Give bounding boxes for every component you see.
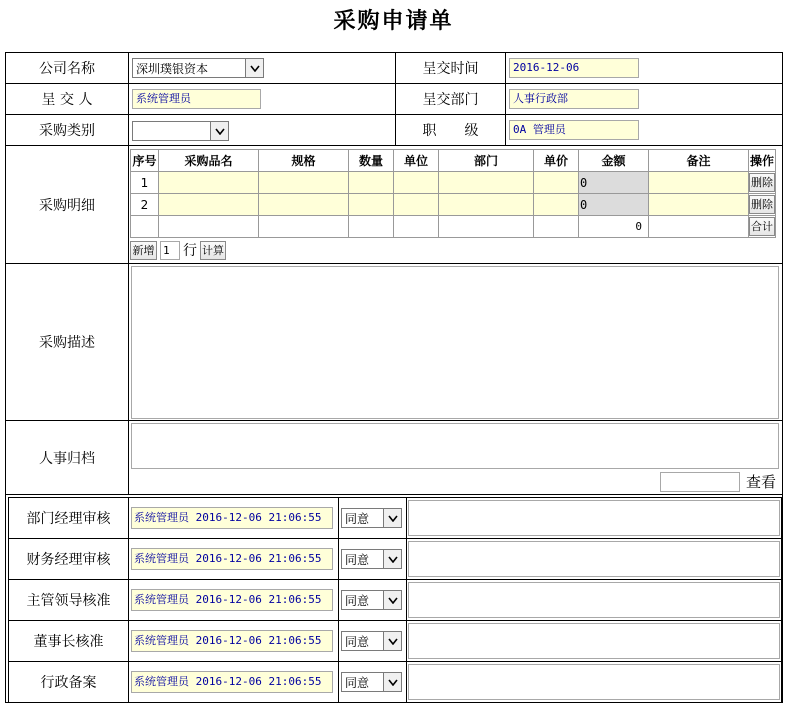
approval-decision-select[interactable] bbox=[341, 631, 402, 651]
approval-comment-textarea[interactable] bbox=[408, 664, 780, 700]
quantity-input[interactable] bbox=[349, 194, 394, 216]
department-label: 呈交部门 bbox=[396, 84, 506, 115]
row-unit-label: 行 bbox=[183, 243, 197, 259]
company-select-value: 深圳璞银资本 bbox=[136, 61, 209, 76]
company-label: 公司名称 bbox=[6, 53, 129, 84]
rank-field[interactable]: 0A 管理员 bbox=[509, 120, 639, 140]
submit-time-field[interactable]: 2016-12-06 bbox=[509, 58, 639, 78]
approval-decision-value: 同意 bbox=[345, 593, 370, 608]
amount-field: 0 bbox=[579, 194, 649, 216]
approval-signer-field[interactable]: 系统管理员 2016-12-06 21:06:55 bbox=[131, 507, 333, 529]
unit-input[interactable] bbox=[394, 194, 439, 216]
hr-archive-textarea[interactable] bbox=[131, 423, 779, 469]
detail-label: 采购明细 bbox=[6, 146, 129, 264]
approval-row bbox=[8, 620, 782, 661]
add-row-button[interactable]: 新增 bbox=[130, 241, 157, 260]
rank-label: 职 级 bbox=[396, 115, 506, 146]
table-row bbox=[131, 194, 776, 216]
purchase-form bbox=[5, 52, 782, 711]
spec-input[interactable] bbox=[259, 194, 349, 216]
department-input[interactable] bbox=[439, 172, 534, 194]
approval-label: 部门经理审核 bbox=[8, 497, 128, 538]
delete-row-button[interactable]: 删除 bbox=[749, 173, 775, 192]
spec-input[interactable] bbox=[259, 172, 349, 194]
description-label: 采购描述 bbox=[6, 264, 129, 421]
column-header: 规格 bbox=[259, 150, 349, 172]
price-input[interactable] bbox=[534, 172, 579, 194]
column-header: 采购品名 bbox=[159, 150, 259, 172]
view-link[interactable]: 查看 bbox=[745, 473, 776, 491]
submitter-label: 呈 交 人 bbox=[6, 84, 129, 115]
approval-comment-textarea[interactable] bbox=[408, 623, 780, 659]
hr-archive-label: 人事归档 bbox=[6, 421, 129, 495]
row-number: 2 bbox=[131, 194, 159, 216]
amount-field: 0 bbox=[579, 172, 649, 194]
approval-decision-value: 同意 bbox=[345, 552, 370, 567]
remark-input[interactable] bbox=[649, 172, 749, 194]
approval-comment-textarea[interactable] bbox=[408, 582, 780, 618]
submit-time-label: 呈交时间 bbox=[396, 53, 506, 84]
approval-row bbox=[8, 538, 782, 579]
column-header: 单价 bbox=[534, 150, 579, 172]
approval-signer-field[interactable]: 系统管理员 2016-12-06 21:06:55 bbox=[131, 671, 333, 693]
quantity-input[interactable] bbox=[349, 172, 394, 194]
total-row bbox=[131, 216, 776, 238]
form-table bbox=[5, 52, 783, 703]
approval-row bbox=[8, 497, 782, 538]
approval-comment-textarea[interactable] bbox=[408, 541, 780, 577]
approval-label: 行政备案 bbox=[8, 661, 128, 702]
unit-input[interactable] bbox=[394, 172, 439, 194]
add-count-input[interactable]: 1 bbox=[160, 241, 180, 260]
approval-signer-field[interactable]: 系统管理员 2016-12-06 21:06:55 bbox=[131, 589, 333, 611]
approval-table bbox=[8, 497, 782, 702]
table-row bbox=[131, 172, 776, 194]
delete-row-button[interactable]: 删除 bbox=[749, 195, 775, 214]
approval-signer-field[interactable]: 系统管理员 2016-12-06 21:06:55 bbox=[131, 548, 333, 570]
approval-label: 主管领导核准 bbox=[8, 579, 128, 620]
approval-decision-value: 同意 bbox=[345, 511, 370, 526]
chevron-down-icon bbox=[245, 59, 263, 77]
hr-archive-search-input[interactable] bbox=[660, 472, 740, 492]
approval-decision-select[interactable] bbox=[341, 672, 402, 692]
category-label: 采购类别 bbox=[6, 115, 129, 146]
column-header: 金额 bbox=[579, 150, 649, 172]
approval-decision-value: 同意 bbox=[345, 675, 370, 690]
approval-row bbox=[8, 579, 782, 620]
column-header: 操作 bbox=[749, 150, 776, 172]
approval-decision-select[interactable] bbox=[341, 590, 402, 610]
column-header: 单位 bbox=[394, 150, 439, 172]
category-select[interactable] bbox=[132, 121, 229, 141]
department-input[interactable] bbox=[439, 194, 534, 216]
approval-decision-select[interactable] bbox=[341, 549, 402, 569]
total-button[interactable]: 合计 bbox=[749, 217, 775, 236]
column-header: 部门 bbox=[439, 150, 534, 172]
calculate-button[interactable]: 计算 bbox=[200, 241, 226, 260]
approval-decision-select[interactable] bbox=[341, 508, 402, 528]
department-field[interactable]: 人事行政部 bbox=[509, 89, 639, 109]
description-textarea[interactable] bbox=[131, 266, 779, 419]
price-input[interactable] bbox=[534, 194, 579, 216]
chevron-down-icon bbox=[383, 509, 401, 527]
detail-table bbox=[130, 149, 776, 238]
column-header: 数量 bbox=[349, 150, 394, 172]
approval-row bbox=[8, 661, 782, 702]
company-select[interactable] bbox=[132, 58, 264, 78]
approval-label: 财务经理审核 bbox=[8, 538, 128, 579]
item-name-input[interactable] bbox=[159, 172, 259, 194]
approval-comment-textarea[interactable] bbox=[408, 500, 780, 536]
chevron-down-icon bbox=[383, 591, 401, 609]
submitter-field[interactable]: 系统管理员 bbox=[132, 89, 261, 109]
page-title: 采购申请单 bbox=[333, 8, 454, 34]
remark-input[interactable] bbox=[649, 194, 749, 216]
chevron-down-icon bbox=[210, 122, 228, 140]
approval-signer-field[interactable]: 系统管理员 2016-12-06 21:06:55 bbox=[131, 630, 333, 652]
approval-decision-value: 同意 bbox=[345, 634, 370, 649]
chevron-down-icon bbox=[383, 632, 401, 650]
approval-label: 董事长核准 bbox=[8, 620, 128, 661]
chevron-down-icon bbox=[383, 673, 401, 691]
item-name-input[interactable] bbox=[159, 194, 259, 216]
column-header: 备注 bbox=[649, 150, 749, 172]
row-number: 1 bbox=[131, 172, 159, 194]
total-amount: 0 bbox=[579, 216, 649, 238]
chevron-down-icon bbox=[383, 550, 401, 568]
column-header: 序号 bbox=[131, 150, 159, 172]
